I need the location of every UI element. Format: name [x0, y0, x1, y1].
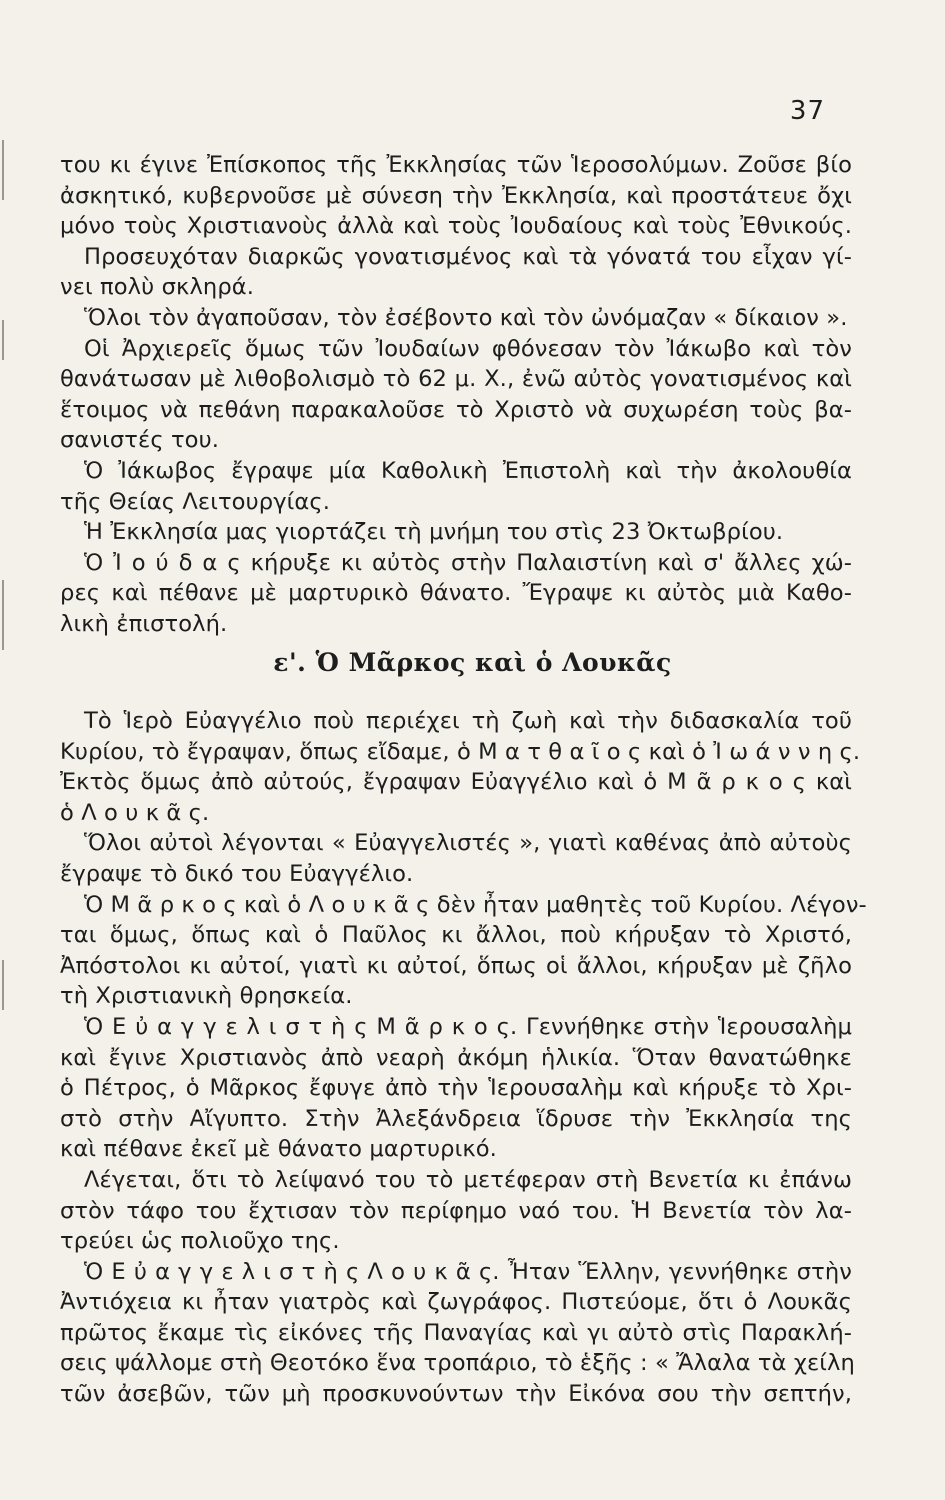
page-number: 37: [789, 96, 825, 126]
page-edge-mark: [2, 960, 4, 1010]
text-line: θανάτωσαν μὲ λιθοβολισμὸ τὸ 62 μ. Χ., ἐνῶ αὐτὸς γονατισμένος καὶ: [60, 366, 852, 393]
text-line: πρῶτος ἔκαμε τὶς εἰκόνες τῆς Παναγίας καὶ γι αὐτὸ στὶς Παρακλή-: [60, 1319, 852, 1346]
text-line: Ὅλοι τὸν ἀγαποῦσαν, τὸν ἐσέβοντο καὶ τὸν ὠνόμαζαν « δίκαιον ».: [84, 304, 848, 331]
text-line: Ἀπόστολοι κι αὐτοί, γιατὶ κι αὐτοί, ὅπως οἱ ἄλλοι, κήρυξαν μὲ ζῆλο: [60, 952, 852, 979]
text-line: Ἀντιόχεια κι ἦταν γιατρὸς καὶ ζωγράφος. Πιστεύομε, ὅτι ὁ Λουκᾶς: [60, 1289, 852, 1316]
page-edge-mark: [2, 140, 4, 200]
text-line: τὴ Χριστιανικὴ θρησκεία.: [60, 983, 353, 1010]
text-line: Τὸ Ἱερὸ Εὐαγγέλιο ποὺ περιέχει τὴ ζωὴ καὶ τὴν διδασκαλία τοῦ: [84, 708, 852, 734]
section-heading: ε'. Ὁ Μᾶρκος καὶ ὁ Λουκᾶς: [273, 648, 672, 677]
page-edge-mark: [2, 320, 4, 360]
text-line: Οἱ Ἀρχιερεῖς ὅμως τῶν Ἰουδαίων φθόνεσαν τὸν Ἰάκωβο καὶ τὸν: [84, 335, 852, 362]
text-line: ἔγραψε τὸ δικό του Εὐαγγέλιο.: [60, 860, 414, 887]
text-line: σανιστές του.: [60, 427, 220, 454]
text-line: τῶν ἀσεβῶν, τῶν μὴ προσκυνούντων τὴν Εἰκόνα σου τὴν σεπτήν,: [60, 1381, 852, 1408]
text-line: τρεύει ὡς πολιοῦχο της.: [60, 1228, 340, 1255]
text-line: του κι έγινε Ἐπίσκοπος τῆς Ἐκκλησίας τῶν Ἱεροσολύμων. Ζοῦσε βίο: [60, 152, 852, 178]
body-text-top: [60, 150, 852, 640]
text-line: Ὁ Ε ὐ α γ γ ε λ ι σ τ ὴ ς Μ ᾶ ρ κ ο ς. Γεννήθηκε στὴν Ἱερουσαλὴμ: [84, 1013, 852, 1040]
text-line: ὁ Λ ο υ κ ᾶ ς.: [60, 799, 210, 826]
text-line: Ὁ Ἰάκωβος ἔγραψε μία Καθολικὴ Ἐπιστολὴ καὶ τὴν ἀκολουθία: [84, 457, 852, 484]
text-line: ἕτοιμος νὰ πεθάνη παρακαλοῦσε τὸ Χριστὸ νὰ συχωρέση τοὺς βα-: [60, 396, 852, 423]
text-line: Ὅλοι αὐτοὶ λέγονται « Εὐαγγελιστές », γιατὶ καθένας ἀπὸ αὐτοὺς: [84, 830, 852, 857]
text-line: ται ὅμως, ὅπως καὶ ὁ Παῦλος κι ἄλλοι, ποὺ κήρυξαν τὸ Χριστό,: [60, 922, 852, 949]
text-line: ὁ Πέτρος, ὁ Μᾶρκος ἔφυγε ἀπὸ τὴν Ἱερουσαλὴμ καὶ κήρυξε τὸ Χρι-: [60, 1075, 852, 1102]
page-edge-mark: [2, 580, 4, 650]
text-line: σεις ψάλλομε στὴ Θεοτόκο ἕνα τροπάριο, τὸ ἑξῆς : « Ἄλαλα τὰ χείλη: [60, 1350, 855, 1377]
text-line: Ὁ Ἰ ο ύ δ α ς κήρυξε κι αὐτὸς στὴν Παλαιστίνη καὶ σ' ἄλλες χώ-: [84, 549, 852, 576]
text-line: καὶ πέθανε ἐκεῖ μὲ θάνατο μαρτυρικό.: [60, 1136, 497, 1163]
text-line: στὸ στὴν Αἴγυπτο. Στὴν Ἀλεξάνδρεια ἵδρυσε τὴν Ἐκκλησία της: [60, 1105, 852, 1132]
text-line: στὸν τάφο του ἔχτισαν τὸν περίφημο ναό του. Ἡ Βενετία τὸν λα-: [60, 1197, 852, 1224]
text-line: ἀσκητικό, κυβερνοῦσε μὲ σύνεση τὴν Ἐκκλησία, καὶ προστάτευε ὄχι: [60, 182, 852, 209]
text-line: Ὁ Μ ᾶ ρ κ ο ς καὶ ὁ Λ ο υ κ ᾶ ς δὲν ἦταν μαθητὲς τοῦ Κυρίου. Λέγον-: [84, 891, 867, 918]
text-line: τῆς Θείας Λειτουργίας.: [60, 488, 331, 515]
text-line: ρες καὶ πέθανε μὲ μαρτυρικὸ θάνατο. Ἔγραψε κι αὐτὸς μιὰ Καθο-: [60, 580, 852, 607]
text-line: λικὴ ἐπιστολή.: [60, 610, 228, 637]
text-line: Ἐκτὸς ὅμως ἀπὸ αὐτούς, ἔγραψαν Εὐαγγέλιο καὶ ὁ Μ ᾶ ρ κ ο ς καὶ: [60, 769, 852, 796]
text-line: καὶ ἔγινε Χριστιανὸς ἀπὸ νεαρὴ ἀκόμη ἡλικία. Ὅταν θανατώθηκε: [60, 1044, 852, 1071]
text-line: Ὁ Ε ὐ α γ γ ε λ ι σ τ ὴ ς Λ ο υ κ ᾶ ς. Ἦταν Ἕλλην, γεννήθηκε στὴν: [84, 1258, 852, 1285]
text-line: Προσευχόταν διαρκῶς γονατισμένος καὶ τὰ γόνατά του εἶχαν γί-: [84, 243, 852, 270]
text-line: Κυρίου, τὸ ἔγραψαν, ὅπως εἴδαμε, ὁ Μ α τ θ α ῖ ο ς καὶ ὁ Ἰ ω ά ν ν η ς.: [60, 738, 861, 765]
text-line: Λέγεται, ὅτι τὸ λείψανό του τὸ μετέφεραν στὴ Βενετία κι ἐπάνω: [84, 1166, 852, 1193]
text-line: Ἡ Ἐκκλησία μας γιορτάζει τὴ μνήμη του στὶς 23 Ὀκτωβρίου.: [84, 519, 784, 546]
body-text-bottom: [60, 706, 867, 1410]
text-line: μόνο τοὺς Χριστιανοὺς ἀλλὰ καὶ τοὺς Ἰουδαίους καὶ τοὺς Ἐθνικούς.: [60, 213, 852, 240]
text-line: νει πολὺ σκληρά.: [60, 274, 255, 301]
